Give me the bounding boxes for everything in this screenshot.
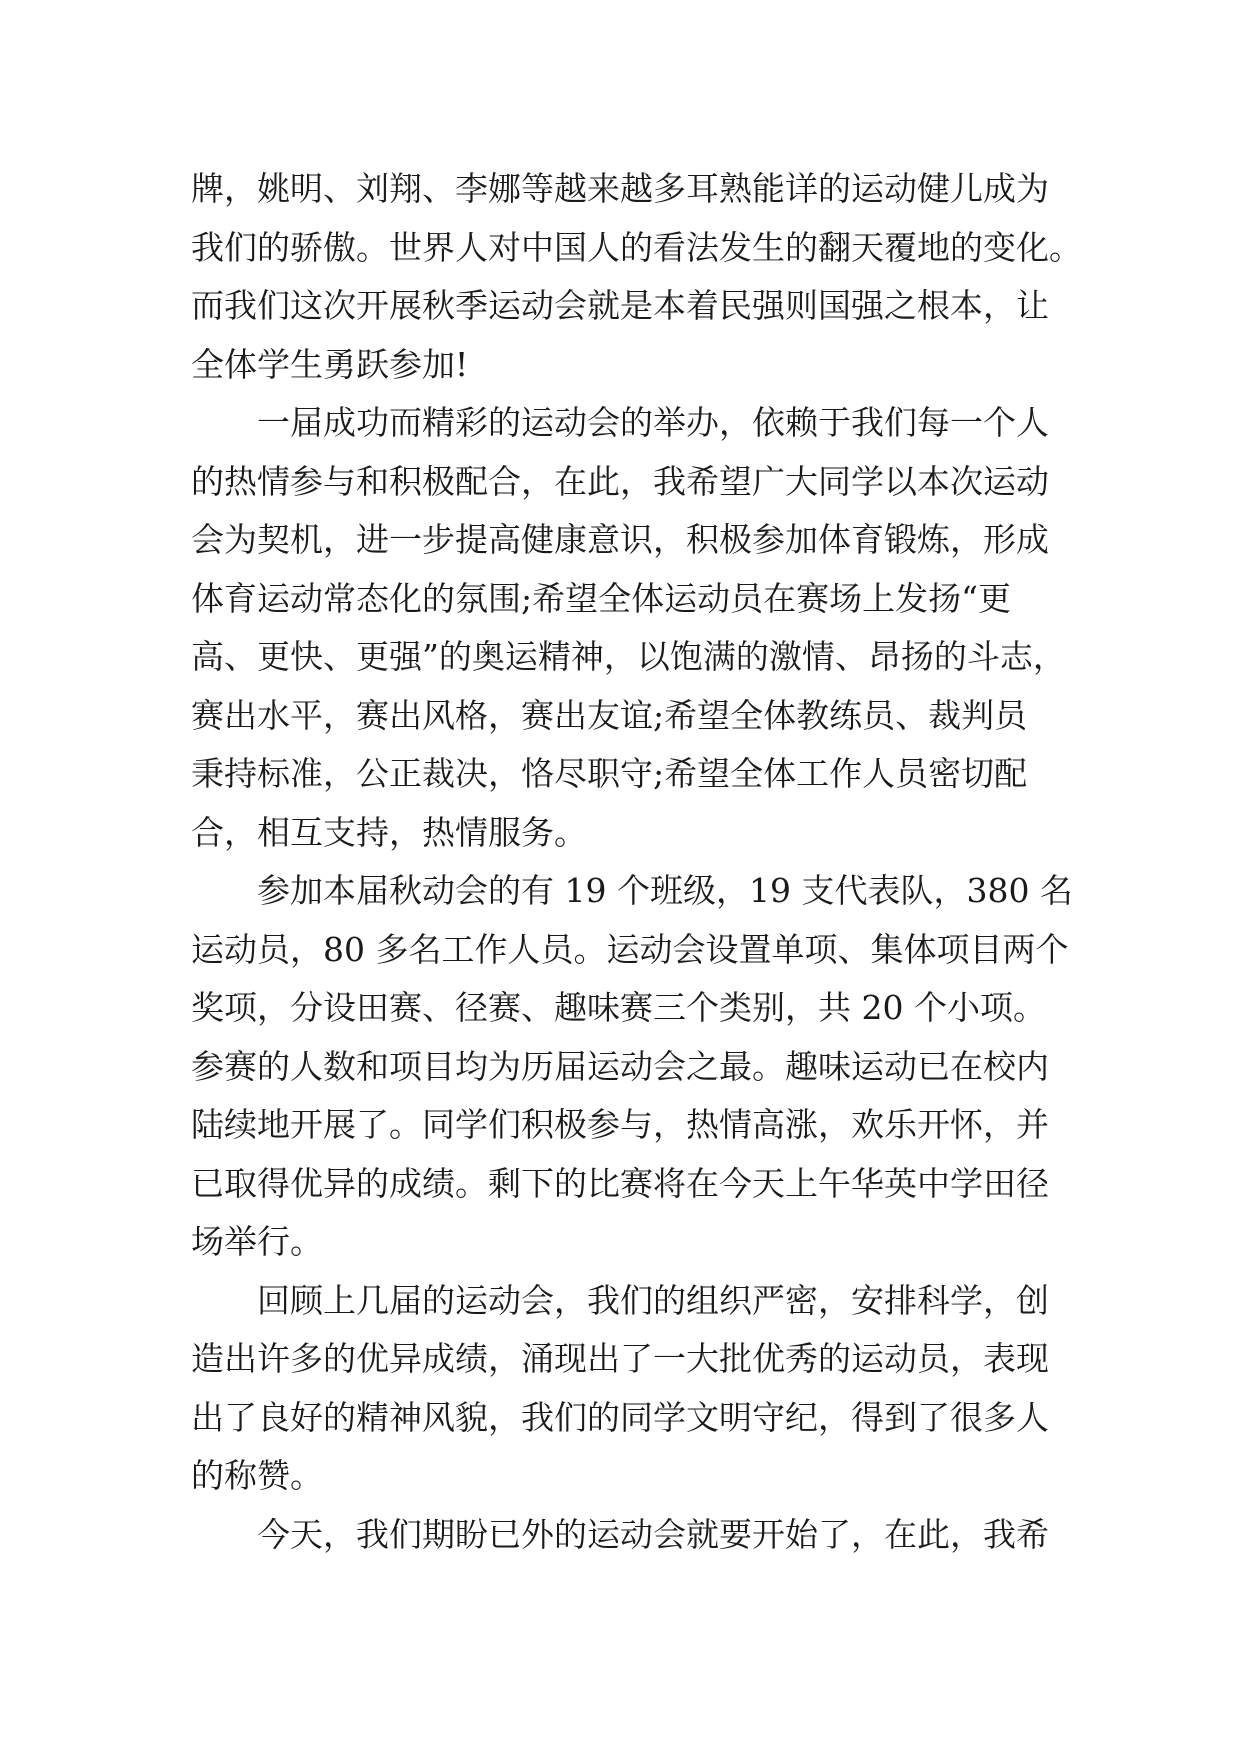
text-line: 出了良好的精神风貌，我们的同学文明守纪，得到了很多人 xyxy=(191,1397,1049,1437)
text-line: 秉持标准，公正裁决，恪尽职守;希望全体工作人员密切配 xyxy=(191,754,1028,793)
text-line: 而我们这次开展秋季运动会就是本着民强则国强之根本，让 xyxy=(191,286,1049,325)
text-line: 合，相互支持，热情服务。 xyxy=(191,812,587,852)
paragraph-first-line: 回顾上几届的运动会，我们的组织严密，安排科学，创 xyxy=(257,1280,1049,1320)
paragraph-first-line: 一届成功而精彩的运动会的举办，依赖于我们每一个人 xyxy=(257,403,1049,442)
text-line: 我们的骄傲。世界人对中国人的看法发生的翻天覆地的变化。 xyxy=(191,227,1082,267)
text-line: 高、更快、更强”的奥运精神，以饱满的激情、昂扬的斗志， xyxy=(191,637,1066,676)
text-line: 参赛的人数和项目均为历届运动会之最。趣味运动已在校内 xyxy=(191,1046,1049,1086)
text-line: 体育运动常态化的氛围;希望全体运动员在赛场上发扬“更 xyxy=(191,578,1011,618)
text-line: 赛出水平，赛出风格，赛出友谊;希望全体教练员、裁判员 xyxy=(191,695,1028,735)
paragraph-first-line: 参加本届秋动会的有 19 个班级，19 支代表队，380 名 xyxy=(257,871,1073,910)
text-line: 全体学生勇跃参加! xyxy=(191,344,469,384)
body-text xyxy=(191,160,1082,1564)
text-line: 的热情参与和积极配合，在此，我希望广大同学以本次运动 xyxy=(191,461,1049,501)
text-line: 陆续地开展了。同学们积极参与，热情高涨，欢乐开怀，并 xyxy=(191,1105,1049,1144)
text-line: 场举行。 xyxy=(191,1222,323,1261)
text-line: 的称赞。 xyxy=(191,1456,323,1495)
text-line: 运动员，80 多名工作人员。运动会设置单项、集体项目两个 xyxy=(191,929,1069,969)
paragraph-first-line: 今天，我们期盼已外的运动会就要开始了，在此，我希 xyxy=(257,1514,1049,1554)
text-line: 造出许多的优异成绩，涌现出了一大批优秀的运动员，表现 xyxy=(191,1339,1049,1378)
text-line: 奖项，分设田赛、径赛、趣味赛三个类别，共 20 个小项。 xyxy=(191,988,1046,1027)
text-line: 牌，姚明、刘翔、李娜等越来越多耳熟能详的运动健儿成为 xyxy=(191,169,1049,208)
text-line: 会为契机，进一步提高健康意识，积极参加体育锻炼，形成 xyxy=(191,520,1049,559)
text-line: 已取得优异的成绩。剩下的比赛将在今天上午华英中学田径 xyxy=(191,1163,1049,1203)
